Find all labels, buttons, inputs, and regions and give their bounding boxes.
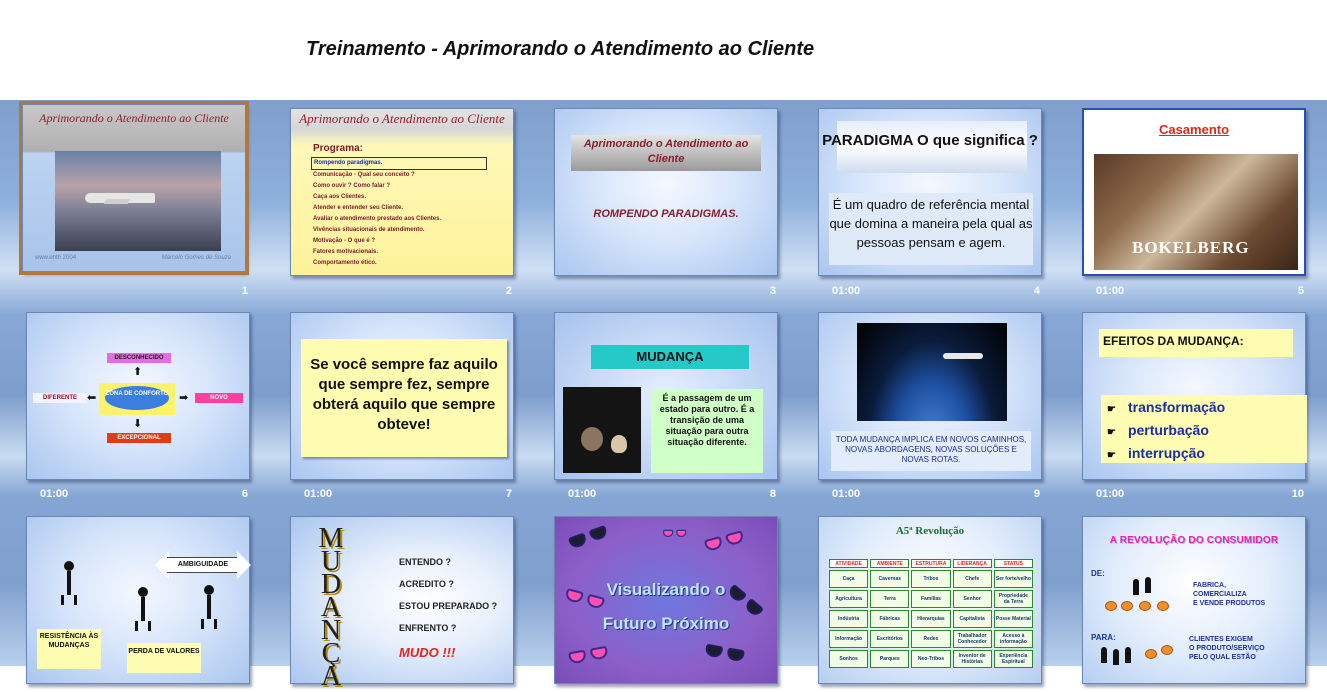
slide-number: 4 [1033, 285, 1040, 297]
slide-timing: 01:00 [832, 285, 861, 297]
list-item: ACREDITO ? [399, 579, 454, 589]
slide-9-thumbnail[interactable] [818, 312, 1042, 480]
table-cell: ESTRUTURA [911, 559, 950, 568]
slide-number: 1 [241, 285, 248, 297]
list-item-label: interrupção [1127, 445, 1205, 461]
stick-figure-icon [201, 585, 217, 629]
table-cell: Chefe [953, 570, 992, 588]
slide-8-thumbnail[interactable] [554, 312, 778, 480]
earth-airplane-image [857, 323, 1007, 421]
pointing-hand-icon: ☛ [1107, 404, 1116, 415]
slide-title: A REVOLUÇÃO DO CONSUMIDOR [1109, 535, 1279, 546]
table-cell: Sonhos [829, 650, 868, 668]
text-line: CLIENTES EXIGEM [1189, 636, 1253, 643]
slide-timing: 01:00 [1096, 488, 1125, 500]
slide-timing: 01:00 [40, 488, 69, 500]
list-item: ENTENDO ? [399, 557, 452, 567]
slide-15-thumbnail[interactable] [1082, 516, 1306, 684]
pumpkin-icon [1145, 649, 1157, 659]
table-row [829, 570, 1033, 588]
table-cell: Parques [870, 650, 909, 668]
table-row [829, 650, 1033, 668]
person-icon [1133, 579, 1139, 595]
table-row [829, 630, 1033, 648]
ambiguity-arrow [155, 551, 251, 579]
table-cell: Trabalhador Conhecedor [953, 630, 992, 648]
slide-14-thumbnail[interactable] [818, 516, 1042, 684]
table-cell: Fábricas [870, 610, 909, 628]
list-item [1107, 397, 1307, 420]
list-item: Fatores motivacionais. [313, 249, 379, 255]
slide-body: TODA MUDANÇA IMPLICA EM NOVOS CAMINHOS, NOVAS ABORDAGENS, NOVAS SOLUÇÕES E NOVAS ROTAS. [831, 431, 1031, 471]
slide-3-thumbnail[interactable] [554, 108, 778, 276]
slide-4-thumbnail[interactable] [818, 108, 1042, 276]
person-icon [1145, 577, 1151, 593]
stick-figure-icon [61, 561, 77, 605]
table-cell: Indústria [829, 610, 868, 628]
slide-5-thumbnail[interactable] [1082, 108, 1306, 276]
resistance-label: RESISTÊNCIA ÀS MUDANÇAS [37, 629, 101, 669]
person-icon [1101, 647, 1107, 663]
diagram-label-top: DESCONHECIDO [107, 353, 171, 363]
list-item: Rompendo paradigmas. [311, 157, 487, 170]
slide-timing: 01:00 [832, 488, 861, 500]
slide-body: É a passagem de um estado para outro. É a transição de uma situação para outra situação diferente. [651, 389, 763, 473]
list-item: Vivências situacionais de atendimento. [313, 227, 425, 233]
list-item [1107, 443, 1307, 466]
list-item: Comportamento ético. [313, 260, 377, 266]
egg-shell-shape [611, 435, 627, 453]
slide-title: MUDANÇA [591, 345, 749, 369]
diagram-label-left: DIFERENTE [33, 393, 87, 403]
pumpkin-icon [1121, 601, 1133, 611]
slide-title: Aprimorando o Atendimento ao Cliente [583, 138, 749, 165]
quote-note: Se você sempre faz aquilo que sempre fez, sempre obterá aquilo que sempre obteve! [301, 339, 507, 457]
slide-body: É um quadro de referência mental que domina a maneira pela qual as pessoas pensam e agem. [829, 193, 1033, 265]
slide-number: 8 [769, 488, 776, 500]
header [0, 0, 1327, 100]
program-list [311, 157, 487, 269]
list-item-label: perturbação [1127, 422, 1209, 438]
text-line: E VENDE PRODUTOS [1193, 600, 1266, 607]
text-line: PELO QUAL ESTÃO [1189, 654, 1256, 661]
table-cell: Capitalista [953, 610, 992, 628]
table-cell: STATUS [994, 559, 1033, 568]
program-heading: Programa: [313, 143, 364, 154]
slide-6-thumbnail[interactable] [26, 312, 250, 480]
table-cell: Tribos [911, 570, 950, 588]
table-header-row [829, 559, 1033, 568]
list-item: Atender e entender seu Cliente. [313, 205, 404, 211]
from-description [1193, 581, 1265, 608]
slide-number: 9 [1033, 488, 1040, 500]
table-cell: Agricultura [829, 590, 868, 608]
arrow-right-icon: ➡ [179, 392, 189, 404]
table-cell: Redes [911, 630, 950, 648]
table-cell: Neo-Tribos [911, 650, 950, 668]
list-item [1107, 420, 1307, 443]
sunglasses-icon [568, 646, 610, 667]
title-line-1: Visualizando o [606, 580, 726, 599]
list-item: ESTOU PREPARADO ? [399, 601, 498, 611]
slide-sorter[interactable] [0, 100, 1327, 692]
table-cell: Inventor de Histórias [953, 650, 992, 668]
slide-12-thumbnail[interactable] [290, 516, 514, 692]
table-cell: Acesso à informação [994, 630, 1033, 648]
table-cell: AMBIENTE [870, 559, 909, 568]
from-label: DE: [1091, 569, 1105, 578]
slide-timing: 01:00 [1096, 285, 1125, 297]
list-item: ENFRENTO ? [399, 623, 457, 633]
table-cell: Cavernas [870, 570, 909, 588]
slide-2-thumbnail[interactable] [290, 108, 514, 276]
slide-number: 3 [769, 285, 776, 297]
pointing-hand-icon: ☛ [1107, 427, 1116, 438]
to-description [1189, 635, 1265, 662]
to-label: PARA: [1091, 633, 1116, 642]
table-cell: Escritórios [870, 630, 909, 648]
slide-7-thumbnail[interactable] [290, 312, 514, 480]
slide-number: 7 [505, 488, 512, 500]
pumpkin-icon [1105, 601, 1117, 611]
slide-title: Aprimorando o Atendimento ao Cliente [39, 111, 229, 125]
pumpkin-icon [1157, 601, 1169, 611]
diagram-label-bottom: EXCEPCIONAL [107, 433, 171, 443]
comfort-zone-label: ZONA DE CONFORTO [105, 386, 169, 410]
slide-subtitle: ROMPENDO PARADIGMAS. [593, 208, 739, 220]
person-icon [1113, 649, 1119, 665]
slide-title: Casamento [1158, 122, 1230, 137]
airplane-image [55, 151, 221, 251]
table-cell: Hierarquias [911, 610, 950, 628]
sunglasses-icon [704, 644, 746, 665]
person-icon [1125, 647, 1131, 663]
list-item: Avaliar o atendimento prestado aos Clientes. [313, 216, 442, 222]
table-cell: Famílias [911, 590, 950, 608]
presentation-title: Treinamento - Aprimorando o Atendimento ao Cliente [306, 38, 815, 60]
arrow-down-icon: ⬇ [133, 418, 143, 430]
airplane-wing [104, 199, 131, 204]
table-cell: ATIVIDADE [829, 559, 868, 568]
table-cell: Ser forte/velho [994, 570, 1033, 588]
slide-title: A5ª Revolução [895, 525, 965, 537]
sunglasses-icon [704, 530, 746, 554]
text-line: COMERCIALIZA [1193, 591, 1247, 598]
table-cell: Posse Material [994, 610, 1033, 628]
sunglasses-icon [663, 530, 687, 538]
slide-title: EFEITOS DA MUDANÇA: [1099, 329, 1293, 357]
pumpkin-icon [1139, 601, 1151, 611]
pumpkin-icon [1161, 645, 1173, 655]
loss-label: PERDA DE VALORES [127, 643, 201, 673]
hatching-chick-image [563, 387, 641, 473]
table-cell: Propriedade da Terra [994, 590, 1033, 608]
arrow-up-icon: ⬆ [133, 366, 143, 378]
table-cell: Caça [829, 570, 868, 588]
table-cell: Informação [829, 630, 868, 648]
slide-footer-right: Marcelo Gomes de Souza [161, 255, 231, 261]
slide-11-thumbnail[interactable] [26, 516, 250, 684]
arrow-left-icon: ⬅ [87, 392, 97, 404]
text-line: FABRICA, [1193, 582, 1227, 589]
stick-figure-icon [135, 587, 151, 631]
table-cell: Experiência Espiritual [994, 650, 1033, 668]
slide-title: Aprimorando o Atendimento ao Cliente [299, 111, 505, 126]
question-list [399, 551, 497, 639]
table-row [829, 610, 1033, 628]
slide-number: 2 [505, 285, 512, 297]
revolution-table [827, 557, 1035, 670]
title-line-2: Futuro Próximo [602, 614, 730, 633]
list-item-label: transformação [1127, 399, 1226, 415]
slide-timing: 01:00 [304, 488, 333, 500]
slide-13-thumbnail[interactable] [554, 516, 778, 684]
slide-title: PARADIGMA O que significa ? [822, 132, 1038, 149]
table-cell: Senhor [953, 590, 992, 608]
table-cell: Terra [870, 590, 909, 608]
slide-number: 5 [1297, 285, 1304, 297]
list-item: Comunicação - Qual seu conceito ? [313, 172, 415, 178]
diagram-label-right: NOVO [195, 393, 243, 403]
final-answer: MUDO !!! [399, 645, 456, 660]
pointing-hand-icon: ☛ [1107, 450, 1116, 461]
slide-number: 10 [1291, 488, 1304, 500]
list-item: Como ouvir ? Como falar ? [313, 183, 391, 189]
slide-title [555, 573, 777, 641]
list-item: Caça aos Clientes. [313, 194, 367, 200]
photo-watermark: BOKELBERG [1132, 238, 1250, 257]
text-line: O PRODUTO/SERVIÇO [1189, 645, 1265, 652]
ambiguity-label: AMBIGUIDADE [167, 557, 239, 573]
list-item: Motivação - O que é ? [313, 238, 376, 244]
chick-shape [581, 427, 603, 451]
table-row [829, 590, 1033, 608]
sunglasses-icon [568, 525, 610, 552]
slide-timing: 01:00 [568, 488, 597, 500]
slide-footer-left: www.ehth 2004 [35, 255, 77, 261]
vertical-word: M U D A N Ç A [318, 523, 344, 692]
slide-10-thumbnail[interactable] [1082, 312, 1306, 480]
airplane-shape [943, 353, 983, 359]
slide-number: 6 [241, 488, 248, 500]
slide-1-thumbnail[interactable] [22, 104, 246, 272]
arrow-right-head [237, 551, 251, 579]
effects-list [1101, 395, 1307, 463]
table-cell: LIDERANÇA [953, 559, 992, 568]
